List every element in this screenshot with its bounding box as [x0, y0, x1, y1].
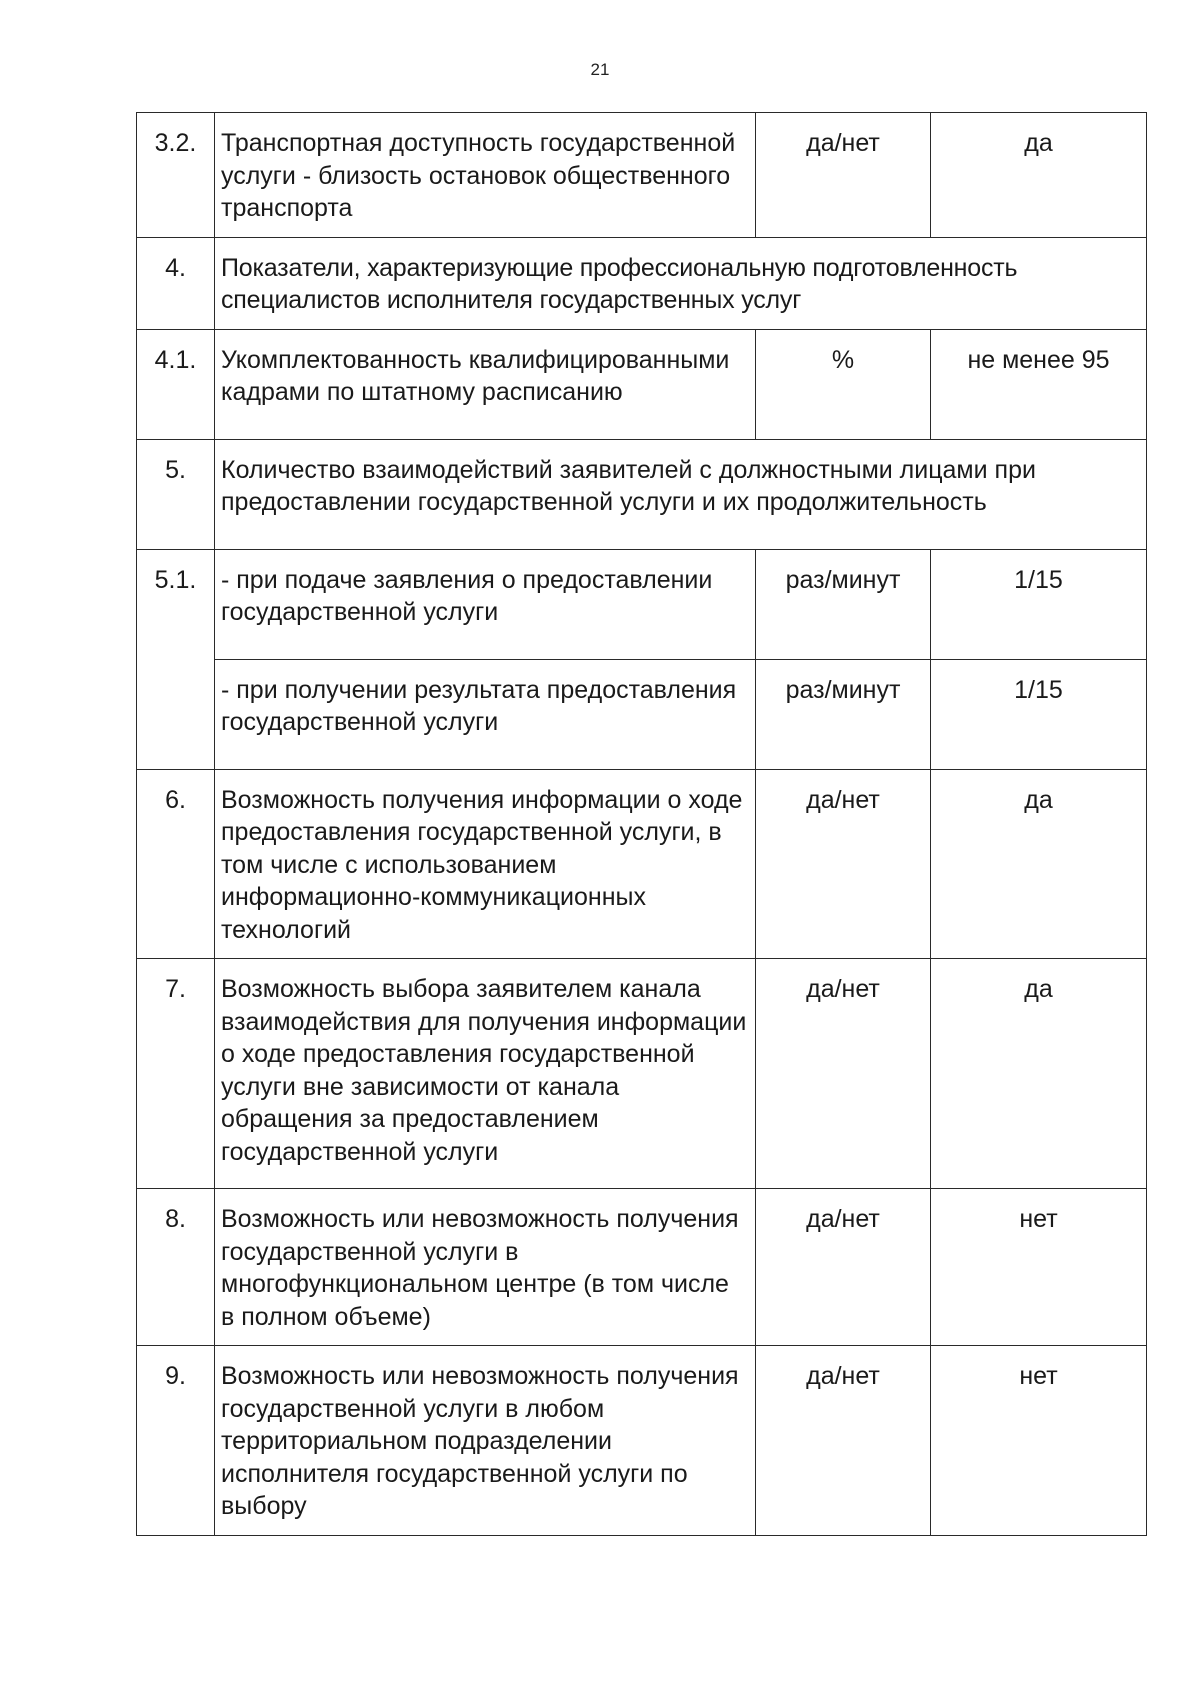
table-row [137, 113, 1147, 238]
row-number: 7. [137, 959, 215, 1189]
indicator-text: Возможность или невозможность получения государственной услуги в многофункциональном центре (в том числе в полном объеме) [215, 1189, 756, 1346]
page-number: 21 [590, 60, 610, 79]
row-number: 4. [137, 237, 215, 329]
indicator-text: Возможность выбора заявителем канала взаимодействия для получения информации о ходе предоставления государственной услуги вне зависимости от канала обращения за предоставлением государственной услуги [215, 959, 756, 1189]
value-cell: 1/15 [931, 659, 1147, 769]
row-number: 8. [137, 1189, 215, 1346]
indicators-table [136, 112, 1147, 1536]
value-cell: да [931, 113, 1147, 238]
section-row [137, 439, 1147, 549]
value-cell: не менее 95 [931, 329, 1147, 439]
section-heading: Количество взаимодействий заявителей с должностными лицами при предоставлении государственной услуги и их продолжительность [215, 439, 1147, 549]
row-number: 9. [137, 1346, 215, 1536]
row-number: 3.2. [137, 113, 215, 238]
row-number: 4.1. [137, 329, 215, 439]
unit-cell: да/нет [756, 959, 931, 1189]
value-cell: да [931, 959, 1147, 1189]
unit-cell: раз/минут [756, 659, 931, 769]
value-cell: нет [931, 1346, 1147, 1536]
indicator-text: Укомплектованность квалифицированными кадрами по штатному расписанию [215, 329, 756, 439]
row-number: 5. [137, 439, 215, 549]
table-row [137, 1346, 1147, 1536]
unit-cell: да/нет [756, 769, 931, 959]
table-row [137, 329, 1147, 439]
table-row [137, 549, 1147, 659]
indicator-text: - при подаче заявления о предоставлении государственной услуги [215, 549, 756, 659]
value-cell: нет [931, 1189, 1147, 1346]
indicator-text: Возможность получения информации о ходе предоставления государственной услуги, в том числе с использованием информационно-коммуникационных технологий [215, 769, 756, 959]
unit-cell: % [756, 329, 931, 439]
unit-cell: да/нет [756, 1189, 931, 1346]
row-number: 6. [137, 769, 215, 959]
indicator-text: - при получении результата предоставления государственной услуги [215, 659, 756, 769]
section-row [137, 237, 1147, 329]
unit-cell: раз/минут [756, 549, 931, 659]
table-row [137, 959, 1147, 1189]
table-row [137, 1189, 1147, 1346]
unit-cell: да/нет [756, 113, 931, 238]
table-row [137, 659, 1147, 769]
row-number: 5.1. [137, 549, 215, 769]
indicator-text: Транспортная доступность государственной услуги - близость остановок общественного транспорта [215, 113, 756, 238]
table-row [137, 769, 1147, 959]
unit-cell: да/нет [756, 1346, 931, 1536]
value-cell: 1/15 [931, 549, 1147, 659]
value-cell: да [931, 769, 1147, 959]
section-heading: Показатели, характеризующие профессиональную подготовленность специалистов исполнителя государственных услуг [215, 237, 1147, 329]
indicator-text: Возможность или невозможность получения государственной услуги в любом территориальном подразделении исполнителя государственной услуги по выбору [215, 1346, 756, 1536]
